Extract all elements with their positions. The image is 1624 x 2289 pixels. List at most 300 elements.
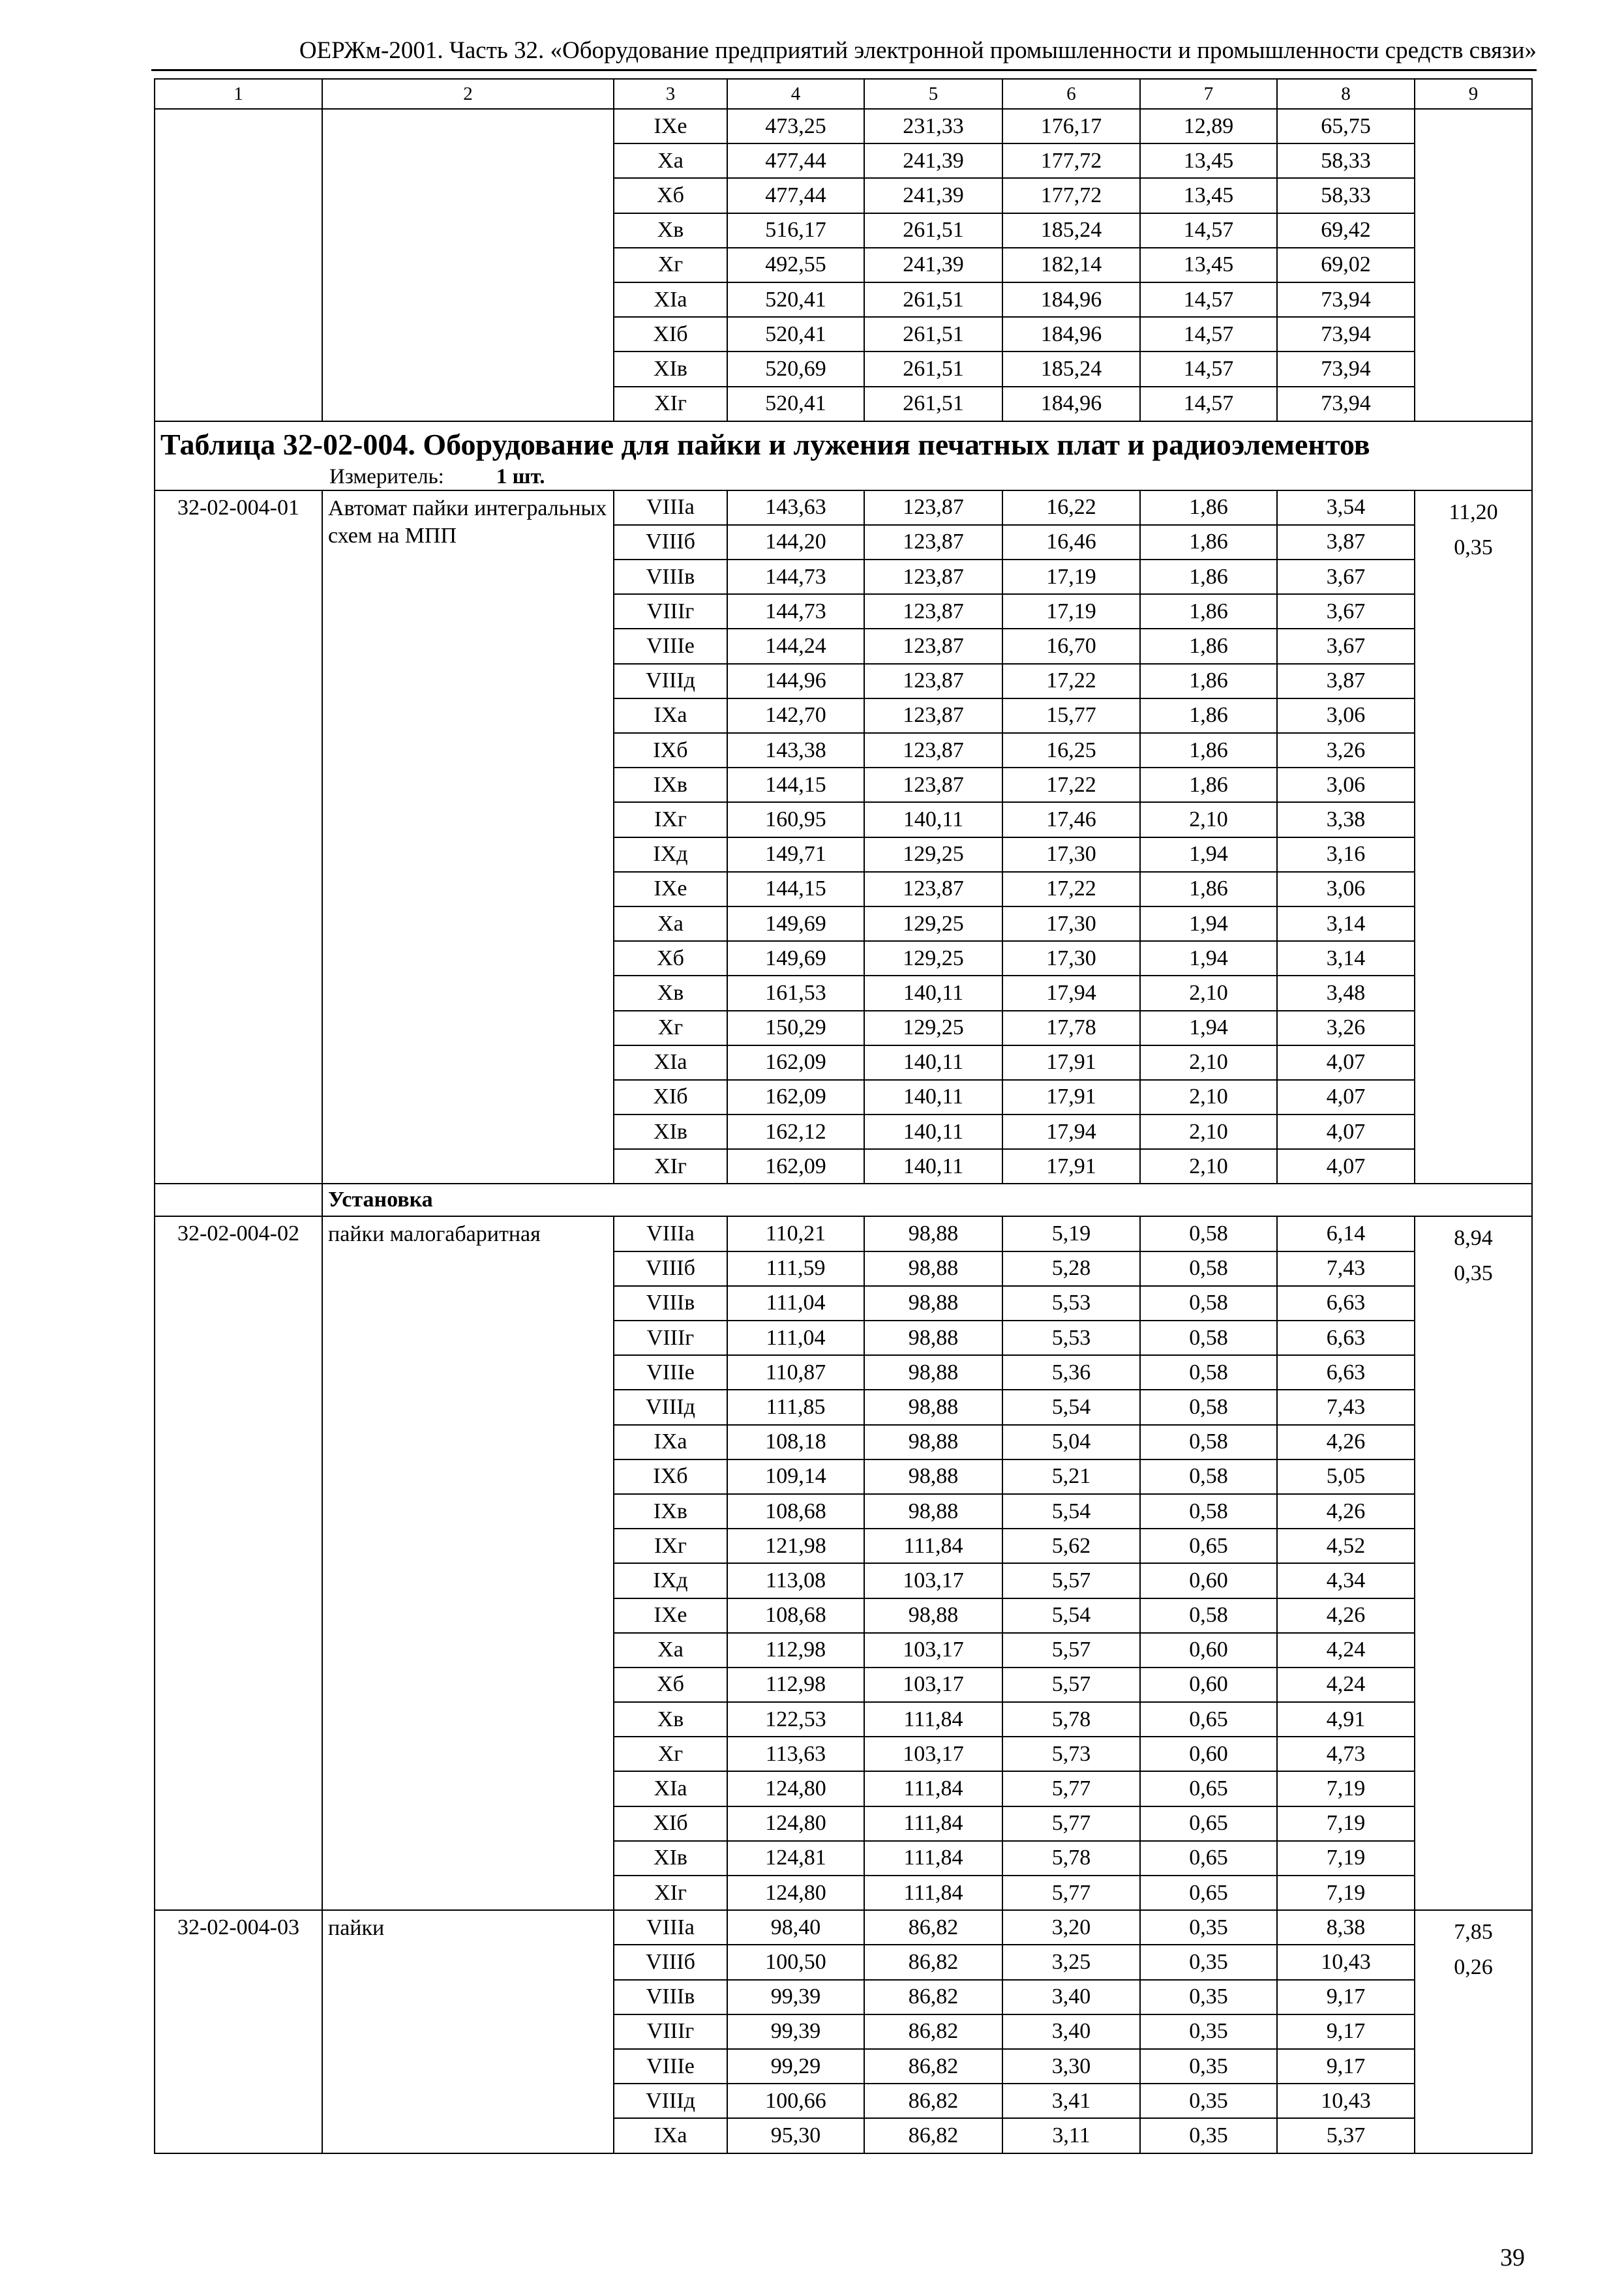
value-cell: IXв bbox=[614, 768, 727, 802]
value-cell: 121,98 bbox=[727, 1529, 864, 1563]
value-cell: 5,77 bbox=[1002, 1806, 1140, 1841]
value-cell: 111,84 bbox=[864, 1876, 1002, 1910]
value-cell: 7,19 bbox=[1277, 1876, 1415, 1910]
value-cell: 1,86 bbox=[1140, 733, 1277, 768]
value-cell: 7,43 bbox=[1277, 1390, 1415, 1424]
value-cell: 520,41 bbox=[727, 387, 864, 421]
value-cell: 100,50 bbox=[727, 1945, 864, 1979]
value-cell: IXг bbox=[614, 802, 727, 837]
value-cell: XIа bbox=[614, 282, 727, 317]
value-cell: 140,11 bbox=[864, 1045, 1002, 1080]
value-cell: 13,45 bbox=[1140, 248, 1277, 282]
value-cell: 0,65 bbox=[1140, 1806, 1277, 1841]
value-cell: 185,24 bbox=[1002, 352, 1140, 386]
value-cell: Xв bbox=[614, 1702, 727, 1737]
value-cell: 241,39 bbox=[864, 178, 1002, 213]
value-cell: 6,63 bbox=[1277, 1286, 1415, 1321]
value-cell: 142,70 bbox=[727, 698, 864, 733]
value-cell: XIг bbox=[614, 1149, 727, 1184]
value-cell: 0,60 bbox=[1140, 1737, 1277, 1771]
value-cell: 5,54 bbox=[1002, 1390, 1140, 1424]
value-cell: 129,25 bbox=[864, 837, 1002, 872]
value-cell: 0,65 bbox=[1140, 1702, 1277, 1737]
value-cell: 111,85 bbox=[727, 1390, 864, 1424]
value-cell: 14,57 bbox=[1140, 317, 1277, 352]
value-cell: 0,35 bbox=[1140, 1980, 1277, 2014]
value-cell: 1,86 bbox=[1140, 525, 1277, 560]
value-cell: 86,82 bbox=[864, 1980, 1002, 2014]
value-cell: Xб bbox=[614, 178, 727, 213]
value-cell: 140,11 bbox=[864, 802, 1002, 837]
value-cell: 17,19 bbox=[1002, 560, 1140, 594]
column-number: 5 bbox=[864, 79, 1002, 109]
value-cell: 5,57 bbox=[1002, 1633, 1140, 1668]
value-cell: VIIIв bbox=[614, 560, 727, 594]
value-cell: 0,58 bbox=[1140, 1459, 1277, 1494]
value-cell: 6,63 bbox=[1277, 1321, 1415, 1355]
value-cell: 86,82 bbox=[864, 1945, 1002, 1979]
code-cell: 32-02-004-01 bbox=[155, 490, 322, 1184]
value-cell: 4,07 bbox=[1277, 1045, 1415, 1080]
name-cell: пайки малогабаритная bbox=[322, 1216, 614, 1910]
value-cell: 110,21 bbox=[727, 1216, 864, 1251]
value-cell: 111,59 bbox=[727, 1251, 864, 1286]
value-cell: VIIIд bbox=[614, 664, 727, 698]
name-cell: пайки bbox=[322, 1910, 614, 2153]
value-cell: 4,07 bbox=[1277, 1080, 1415, 1115]
value-cell: 140,11 bbox=[864, 1115, 1002, 1149]
value-cell: 4,07 bbox=[1277, 1115, 1415, 1149]
value-cell: 123,87 bbox=[864, 664, 1002, 698]
value-cell: 520,69 bbox=[727, 352, 864, 386]
value-cell: VIIIб bbox=[614, 1251, 727, 1286]
value-cell: 0,65 bbox=[1140, 1771, 1277, 1806]
col9-value: 0,26 bbox=[1454, 1955, 1493, 1980]
value-cell: 241,39 bbox=[864, 248, 1002, 282]
value-cell: 149,69 bbox=[727, 906, 864, 941]
value-cell: VIIIв bbox=[614, 1286, 727, 1321]
value-cell: 1,86 bbox=[1140, 872, 1277, 906]
column-number: 6 bbox=[1002, 79, 1140, 109]
col9-value: 0,35 bbox=[1454, 1261, 1493, 1286]
value-cell: IXе bbox=[614, 109, 727, 143]
value-cell: 14,57 bbox=[1140, 352, 1277, 386]
value-cell: 5,78 bbox=[1002, 1841, 1140, 1876]
value-cell: 14,57 bbox=[1140, 282, 1277, 317]
column-number: 4 bbox=[727, 79, 864, 109]
value-cell: 3,54 bbox=[1277, 490, 1415, 525]
value-cell: 123,87 bbox=[864, 872, 1002, 906]
value-cell: 129,25 bbox=[864, 1011, 1002, 1045]
value-cell: 5,36 bbox=[1002, 1355, 1140, 1390]
value-cell: 129,25 bbox=[864, 941, 1002, 976]
value-cell: 1,86 bbox=[1140, 698, 1277, 733]
value-cell: 4,73 bbox=[1277, 1737, 1415, 1771]
value-cell: 241,39 bbox=[864, 143, 1002, 178]
value-cell: 73,94 bbox=[1277, 352, 1415, 386]
value-cell: 69,42 bbox=[1277, 213, 1415, 248]
value-cell: 111,84 bbox=[864, 1806, 1002, 1841]
value-cell: 86,82 bbox=[864, 2118, 1002, 2153]
value-cell: 5,77 bbox=[1002, 1876, 1140, 1910]
value-cell: 6,14 bbox=[1277, 1216, 1415, 1251]
value-cell: 177,72 bbox=[1002, 178, 1140, 213]
value-cell: 261,51 bbox=[864, 317, 1002, 352]
value-cell: 3,26 bbox=[1277, 733, 1415, 768]
name-cell bbox=[322, 109, 614, 421]
value-cell: 123,87 bbox=[864, 768, 1002, 802]
value-cell: 16,70 bbox=[1002, 629, 1140, 663]
value-cell: 98,88 bbox=[864, 1598, 1002, 1633]
value-cell: 86,82 bbox=[864, 1910, 1002, 1945]
value-cell: 5,53 bbox=[1002, 1286, 1140, 1321]
value-cell: IXе bbox=[614, 872, 727, 906]
value-cell: 108,68 bbox=[727, 1494, 864, 1529]
value-cell: 161,53 bbox=[727, 976, 864, 1010]
value-cell: 123,87 bbox=[864, 594, 1002, 629]
value-cell: 98,88 bbox=[864, 1321, 1002, 1355]
value-cell: 14,57 bbox=[1140, 387, 1277, 421]
value-cell: 160,95 bbox=[727, 802, 864, 837]
value-cell: 2,10 bbox=[1140, 1045, 1277, 1080]
value-cell: 123,87 bbox=[864, 525, 1002, 560]
value-cell: XIв bbox=[614, 352, 727, 386]
value-cell: IXе bbox=[614, 1598, 727, 1633]
value-cell: 124,80 bbox=[727, 1806, 864, 1841]
value-cell: 9,17 bbox=[1277, 1980, 1415, 2014]
col9-cell bbox=[1415, 1910, 1532, 2153]
value-cell: IXб bbox=[614, 733, 727, 768]
value-cell: VIIIд bbox=[614, 1390, 727, 1424]
value-cell: 111,84 bbox=[864, 1771, 1002, 1806]
value-cell: 58,33 bbox=[1277, 143, 1415, 178]
value-cell: 99,39 bbox=[727, 2014, 864, 2049]
value-cell: Xб bbox=[614, 1668, 727, 1702]
value-cell: 144,20 bbox=[727, 525, 864, 560]
value-cell: XIв bbox=[614, 1115, 727, 1149]
code-cell: 32-02-004-03 bbox=[155, 1910, 322, 2153]
value-cell: 99,39 bbox=[727, 1980, 864, 2014]
column-number: 8 bbox=[1277, 79, 1415, 109]
value-cell: 231,33 bbox=[864, 109, 1002, 143]
value-cell: 111,84 bbox=[864, 1702, 1002, 1737]
value-cell: 10,43 bbox=[1277, 2084, 1415, 2118]
value-cell: 58,33 bbox=[1277, 178, 1415, 213]
value-cell: 17,91 bbox=[1002, 1080, 1140, 1115]
value-cell: 0,58 bbox=[1140, 1494, 1277, 1529]
value-cell: 0,35 bbox=[1140, 1945, 1277, 1979]
value-cell: 150,29 bbox=[727, 1011, 864, 1045]
value-cell: 261,51 bbox=[864, 387, 1002, 421]
value-cell: 17,30 bbox=[1002, 837, 1140, 872]
value-cell: XIб bbox=[614, 317, 727, 352]
value-cell: 144,15 bbox=[727, 872, 864, 906]
value-cell: 0,58 bbox=[1140, 1598, 1277, 1633]
value-cell: 108,18 bbox=[727, 1425, 864, 1459]
value-cell: 184,96 bbox=[1002, 387, 1140, 421]
running-header: ОЕРЖм-2001. Часть 32. «Оборудование предприятий электронной промышленности и промышленности средств связи» bbox=[151, 37, 1537, 71]
value-cell: 3,67 bbox=[1277, 594, 1415, 629]
value-cell: 12,89 bbox=[1140, 109, 1277, 143]
value-cell: 0,60 bbox=[1140, 1633, 1277, 1668]
value-cell: IXа bbox=[614, 2118, 727, 2153]
value-cell: XIа bbox=[614, 1045, 727, 1080]
value-cell: 3,06 bbox=[1277, 872, 1415, 906]
table-row bbox=[155, 1216, 1532, 1251]
value-cell: 3,87 bbox=[1277, 664, 1415, 698]
value-cell: Xб bbox=[614, 941, 727, 976]
value-cell: Xв bbox=[614, 213, 727, 248]
value-cell: 149,71 bbox=[727, 837, 864, 872]
value-cell: 16,25 bbox=[1002, 733, 1140, 768]
value-cell: 477,44 bbox=[727, 178, 864, 213]
value-cell: 516,17 bbox=[727, 213, 864, 248]
value-cell: 1,94 bbox=[1140, 906, 1277, 941]
value-cell: 520,41 bbox=[727, 282, 864, 317]
value-cell: 73,94 bbox=[1277, 317, 1415, 352]
value-cell: 124,80 bbox=[727, 1771, 864, 1806]
value-cell: 98,88 bbox=[864, 1390, 1002, 1424]
column-number: 1 bbox=[155, 79, 322, 109]
value-cell: 103,17 bbox=[864, 1737, 1002, 1771]
value-cell: 17,91 bbox=[1002, 1149, 1140, 1184]
value-cell: 9,17 bbox=[1277, 2014, 1415, 2049]
value-cell: 3,87 bbox=[1277, 525, 1415, 560]
value-cell: 5,78 bbox=[1002, 1702, 1140, 1737]
value-cell: VIIIе bbox=[614, 629, 727, 663]
value-cell: 5,28 bbox=[1002, 1251, 1140, 1286]
value-cell: IXа bbox=[614, 1425, 727, 1459]
value-cell: 477,44 bbox=[727, 143, 864, 178]
price-table bbox=[154, 78, 1533, 2154]
value-cell: 123,87 bbox=[864, 733, 1002, 768]
value-cell: 112,98 bbox=[727, 1633, 864, 1668]
value-cell: 111,04 bbox=[727, 1286, 864, 1321]
value-cell: VIIIд bbox=[614, 2084, 727, 2118]
value-cell: 162,09 bbox=[727, 1045, 864, 1080]
value-cell: 0,65 bbox=[1140, 1876, 1277, 1910]
value-cell: 5,05 bbox=[1277, 1459, 1415, 1494]
value-cell: 123,87 bbox=[864, 698, 1002, 733]
column-number: 7 bbox=[1140, 79, 1277, 109]
value-cell: 140,11 bbox=[864, 1080, 1002, 1115]
value-cell: 0,58 bbox=[1140, 1425, 1277, 1459]
section-label: Установка bbox=[322, 1184, 1532, 1216]
value-cell: 0,58 bbox=[1140, 1216, 1277, 1251]
column-number: 9 bbox=[1415, 79, 1532, 109]
value-cell: 5,57 bbox=[1002, 1563, 1140, 1598]
value-cell: 1,94 bbox=[1140, 941, 1277, 976]
col9-cell bbox=[1415, 109, 1532, 421]
value-cell: 177,72 bbox=[1002, 143, 1140, 178]
value-cell: 0,60 bbox=[1140, 1668, 1277, 1702]
value-cell: 143,63 bbox=[727, 490, 864, 525]
value-cell: 3,40 bbox=[1002, 2014, 1140, 2049]
value-cell: 112,98 bbox=[727, 1668, 864, 1702]
value-cell: 3,20 bbox=[1002, 1910, 1140, 1945]
value-cell: 95,30 bbox=[727, 2118, 864, 2153]
value-cell: VIIIа bbox=[614, 1216, 727, 1251]
measure-label: Измеритель: bbox=[329, 464, 444, 488]
value-cell: 123,87 bbox=[864, 560, 1002, 594]
value-cell: 0,35 bbox=[1140, 1910, 1277, 1945]
value-cell: 162,09 bbox=[727, 1149, 864, 1184]
value-cell: 7,19 bbox=[1277, 1841, 1415, 1876]
value-cell: 185,24 bbox=[1002, 213, 1140, 248]
value-cell: 144,73 bbox=[727, 560, 864, 594]
value-cell: 4,24 bbox=[1277, 1668, 1415, 1702]
value-cell: 3,67 bbox=[1277, 560, 1415, 594]
value-cell: XIб bbox=[614, 1806, 727, 1841]
value-cell: 98,88 bbox=[864, 1425, 1002, 1459]
col9-cell bbox=[1415, 490, 1532, 1184]
value-cell: IXб bbox=[614, 1459, 727, 1494]
value-cell: 3,48 bbox=[1277, 976, 1415, 1010]
code-cell: 32-02-004-02 bbox=[155, 1216, 322, 1910]
value-cell: 8,38 bbox=[1277, 1910, 1415, 1945]
value-cell: 5,54 bbox=[1002, 1598, 1140, 1633]
value-cell: 1,86 bbox=[1140, 560, 1277, 594]
value-cell: XIг bbox=[614, 387, 727, 421]
value-cell: 0,65 bbox=[1140, 1841, 1277, 1876]
value-cell: 16,46 bbox=[1002, 525, 1140, 560]
value-cell: 3,67 bbox=[1277, 629, 1415, 663]
value-cell: XIб bbox=[614, 1080, 727, 1115]
value-cell: 184,96 bbox=[1002, 317, 1140, 352]
value-cell: 124,81 bbox=[727, 1841, 864, 1876]
value-cell: 143,38 bbox=[727, 733, 864, 768]
value-cell: 17,94 bbox=[1002, 1115, 1140, 1149]
value-cell: Xг bbox=[614, 248, 727, 282]
value-cell: 98,88 bbox=[864, 1216, 1002, 1251]
value-cell: 15,77 bbox=[1002, 698, 1140, 733]
value-cell: 0,35 bbox=[1140, 2014, 1277, 2049]
value-cell: 5,73 bbox=[1002, 1737, 1140, 1771]
value-cell: 261,51 bbox=[864, 352, 1002, 386]
value-cell: 124,80 bbox=[727, 1876, 864, 1910]
column-number-row bbox=[155, 79, 1532, 109]
value-cell: IXг bbox=[614, 1529, 727, 1563]
name-cell: Автомат пайки интегральных схем на МПП bbox=[322, 490, 614, 1184]
value-cell: Xг bbox=[614, 1011, 727, 1045]
value-cell: 3,16 bbox=[1277, 837, 1415, 872]
value-cell: 108,68 bbox=[727, 1598, 864, 1633]
value-cell: 7,19 bbox=[1277, 1771, 1415, 1806]
value-cell: 13,45 bbox=[1140, 143, 1277, 178]
value-cell: 17,91 bbox=[1002, 1045, 1140, 1080]
value-cell: 17,22 bbox=[1002, 872, 1140, 906]
value-cell: 473,25 bbox=[727, 109, 864, 143]
value-cell: 4,26 bbox=[1277, 1425, 1415, 1459]
value-cell: 17,30 bbox=[1002, 906, 1140, 941]
value-cell: 184,96 bbox=[1002, 282, 1140, 317]
value-cell: 99,29 bbox=[727, 2049, 864, 2084]
value-cell: 7,19 bbox=[1277, 1806, 1415, 1841]
value-cell: 492,55 bbox=[727, 248, 864, 282]
value-cell: 17,22 bbox=[1002, 664, 1140, 698]
col9-value: 7,85 bbox=[1454, 1920, 1493, 1945]
value-cell: 5,37 bbox=[1277, 2118, 1415, 2153]
value-cell: 2,10 bbox=[1140, 1149, 1277, 1184]
value-cell: VIIIа bbox=[614, 490, 727, 525]
value-cell: 2,10 bbox=[1140, 1115, 1277, 1149]
value-cell: 1,94 bbox=[1140, 837, 1277, 872]
value-cell: 113,08 bbox=[727, 1563, 864, 1598]
value-cell: 2,10 bbox=[1140, 976, 1277, 1010]
page-number: 39 bbox=[1500, 2244, 1525, 2271]
value-cell: 140,11 bbox=[864, 976, 1002, 1010]
value-cell: 0,35 bbox=[1140, 2084, 1277, 2118]
value-cell: 3,14 bbox=[1277, 906, 1415, 941]
value-cell: 144,73 bbox=[727, 594, 864, 629]
value-cell: XIг bbox=[614, 1876, 727, 1910]
value-cell: 0,60 bbox=[1140, 1563, 1277, 1598]
value-cell: 13,45 bbox=[1140, 178, 1277, 213]
value-cell: 144,15 bbox=[727, 768, 864, 802]
value-cell: 0,58 bbox=[1140, 1390, 1277, 1424]
table-row bbox=[155, 490, 1532, 525]
value-cell: 73,94 bbox=[1277, 282, 1415, 317]
value-cell: 69,02 bbox=[1277, 248, 1415, 282]
value-cell: 98,88 bbox=[864, 1286, 1002, 1321]
column-number: 2 bbox=[322, 79, 614, 109]
value-cell: 2,10 bbox=[1140, 802, 1277, 837]
value-cell: 162,09 bbox=[727, 1080, 864, 1115]
value-cell: 176,17 bbox=[1002, 109, 1140, 143]
value-cell: 5,57 bbox=[1002, 1668, 1140, 1702]
value-cell: 140,11 bbox=[864, 1149, 1002, 1184]
value-cell: 98,88 bbox=[864, 1355, 1002, 1390]
value-cell: 110,87 bbox=[727, 1355, 864, 1390]
column-number: 3 bbox=[614, 79, 727, 109]
value-cell: VIIIг bbox=[614, 594, 727, 629]
table-title-row bbox=[155, 421, 1532, 490]
value-cell: 103,17 bbox=[864, 1633, 1002, 1668]
col9-value: 0,35 bbox=[1454, 535, 1493, 560]
value-cell: 3,40 bbox=[1002, 1980, 1140, 2014]
value-cell: 86,82 bbox=[864, 2084, 1002, 2118]
value-cell: 261,51 bbox=[864, 213, 1002, 248]
value-cell: 17,46 bbox=[1002, 802, 1140, 837]
value-cell: 129,25 bbox=[864, 906, 1002, 941]
value-cell: 123,87 bbox=[864, 490, 1002, 525]
value-cell: VIIIг bbox=[614, 2014, 727, 2049]
value-cell: 98,88 bbox=[864, 1251, 1002, 1286]
value-cell: 5,04 bbox=[1002, 1425, 1140, 1459]
value-cell: VIIIб bbox=[614, 1945, 727, 1979]
value-cell: 3,30 bbox=[1002, 2049, 1140, 2084]
value-cell: 182,14 bbox=[1002, 248, 1140, 282]
value-cell: 3,38 bbox=[1277, 802, 1415, 837]
value-cell: Xв bbox=[614, 976, 727, 1010]
value-cell: 86,82 bbox=[864, 2014, 1002, 2049]
value-cell: 5,62 bbox=[1002, 1529, 1140, 1563]
value-cell: XIв bbox=[614, 1841, 727, 1876]
measure-value: 1 шт. bbox=[496, 464, 545, 488]
value-cell: VIIIе bbox=[614, 1355, 727, 1390]
value-cell: 3,06 bbox=[1277, 768, 1415, 802]
value-cell: 7,43 bbox=[1277, 1251, 1415, 1286]
value-cell: 111,84 bbox=[864, 1529, 1002, 1563]
value-cell: 0,35 bbox=[1140, 2049, 1277, 2084]
value-cell: 98,88 bbox=[864, 1494, 1002, 1529]
value-cell: 1,86 bbox=[1140, 664, 1277, 698]
value-cell: 4,52 bbox=[1277, 1529, 1415, 1563]
value-cell: VIIIв bbox=[614, 1980, 727, 2014]
value-cell: 5,53 bbox=[1002, 1321, 1140, 1355]
value-cell: Xа bbox=[614, 143, 727, 178]
value-cell: 4,07 bbox=[1277, 1149, 1415, 1184]
